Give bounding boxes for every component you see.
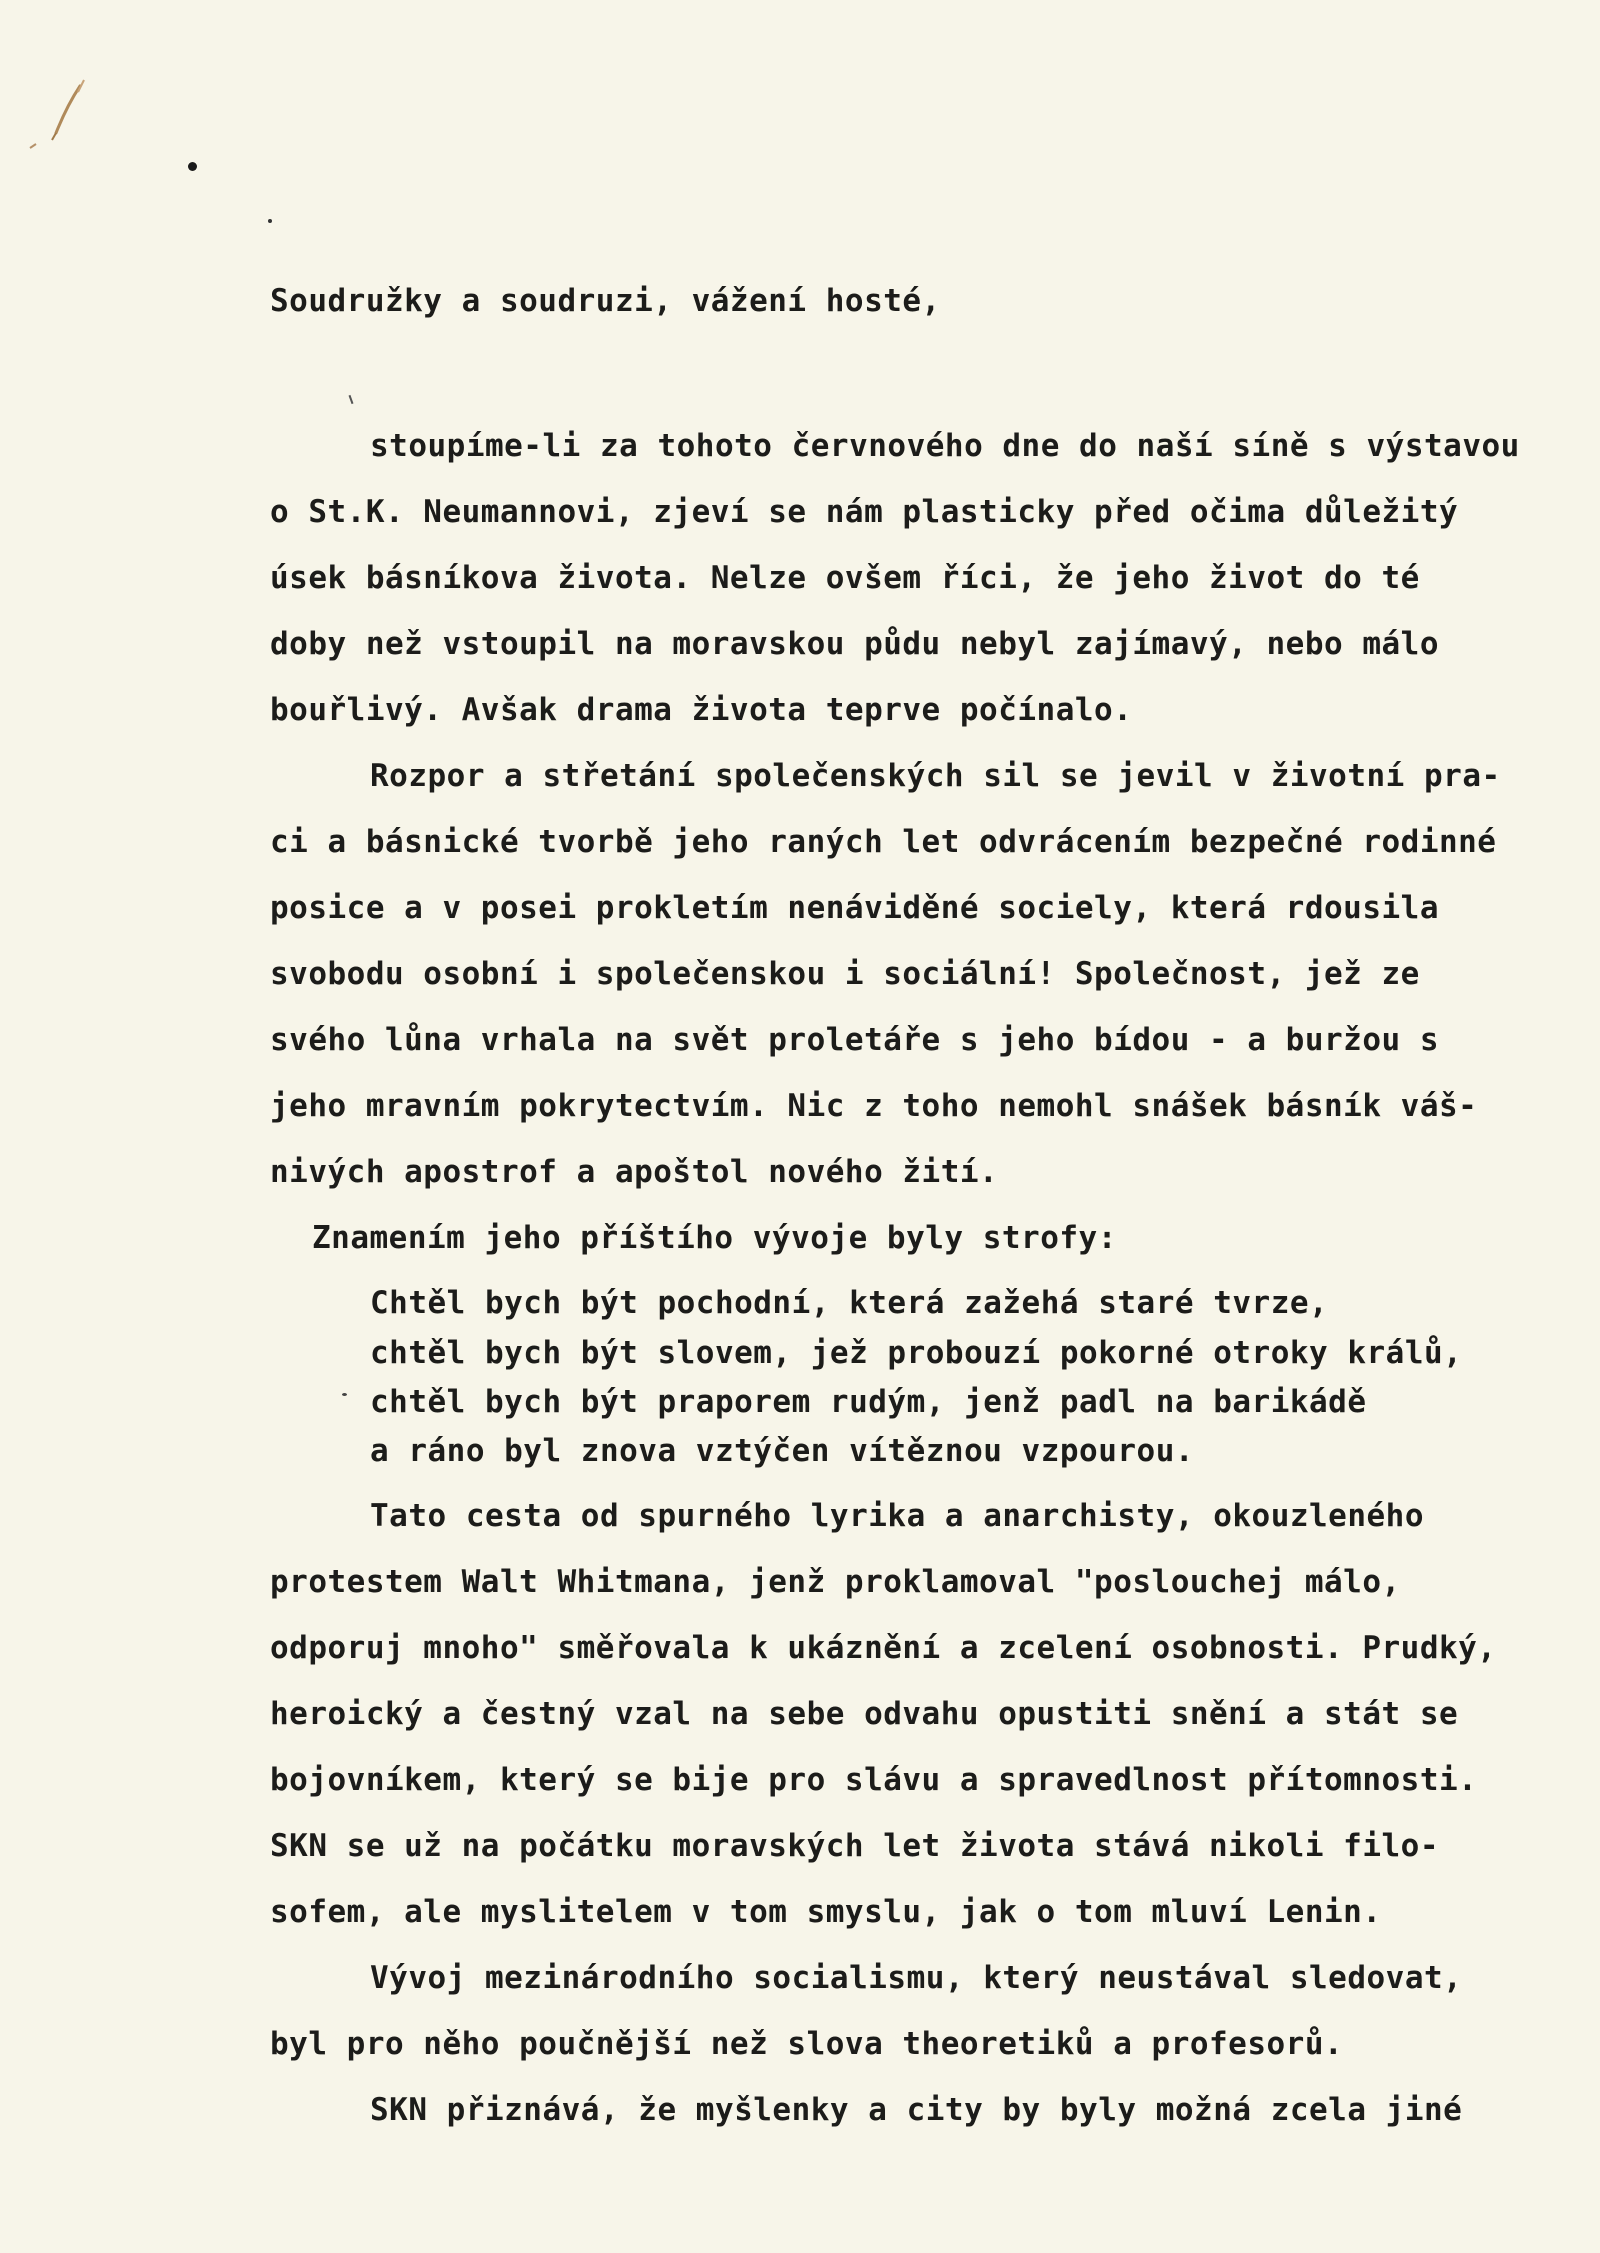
ink-dot	[188, 162, 197, 171]
verse-line: Chtěl bych být pochodní, která zažehá staré tvrze,	[370, 1285, 1329, 1321]
text-line: byl pro něho poučnější než slova theoretiků a profesorů.	[270, 2026, 1344, 2062]
text-line: svého lůna vrhala na svět proletáře s jeho bídou - a buržou s	[270, 1022, 1439, 1058]
text-line: Vývoj mezinárodního socialismu, který neustával sledovat,	[370, 1960, 1463, 1996]
text-line: Tato cesta od spurného lyrika a anarchisty, okouzleného	[370, 1498, 1424, 1534]
verse-line: chtěl bych být slovem, jež probouzí pokorné otroky králů,	[370, 1335, 1463, 1371]
text-line: Znamením jeho příštího vývoje byly strofy:	[312, 1220, 1117, 1256]
text-line: bojovníkem, který se bije pro slávu a spravedlnost přítomnosti.	[270, 1762, 1478, 1798]
text-line: svobodu osobní i společenskou i sociální! Společnost, jež ze	[270, 956, 1420, 992]
text-line: SKN se už na počátku moravských let života stává nikoli filo-	[270, 1828, 1439, 1864]
ink-dot	[268, 219, 272, 223]
text-line: posice a v posei prokletím nenáviděné sociely, která rdousila	[270, 890, 1439, 926]
text-line: sofem, ale myslitelem v tom smyslu, jak o tom mluví Lenin.	[270, 1894, 1382, 1930]
text-line: heroický a čestný vzal na sebe odvahu opustiti snění a stát se	[270, 1696, 1459, 1732]
text-line: jeho mravním pokrytectvím. Nic z toho nemohl snášek básník váš-	[270, 1088, 1478, 1124]
text-line: nivých apostrof a apoštol nového žití.	[270, 1154, 999, 1190]
text-line: odporuj mnoho" směřovala k ukáznění a zcelení osobnosti. Prudký,	[270, 1630, 1497, 1666]
text-line: doby než vstoupil na moravskou půdu nebyl zajímavý, nebo málo	[270, 626, 1439, 662]
text-line: Rozpor a střetání společenských sil se jevil v životní pra-	[370, 758, 1501, 794]
verse-line: a ráno byl znova vztýčen vítěznou vzpourou.	[370, 1433, 1195, 1469]
text-line: stoupíme-li za tohoto červnového dne do naší síně s výstavou	[370, 428, 1520, 464]
ink-mark	[342, 1393, 347, 1396]
text-line: úsek básníkova života. Nelze ovšem říci, že jeho život do té	[270, 560, 1420, 596]
text-line: ci a básnické tvorbě jeho raných let odvrácením bezpečné rodinné	[270, 824, 1497, 860]
text-line: SKN přiznává, že myšlenky a city by byly možná zcela jiné	[370, 2092, 1463, 2128]
ink-mark	[349, 395, 354, 404]
salutation: Soudružky a soudruzi, vážení hosté,	[270, 283, 941, 319]
verse-line: chtěl bych být praporem rudým, jenž padl na barikádě	[370, 1384, 1367, 1420]
text-line: bouřlivý. Avšak drama života teprve počínalo.	[270, 692, 1133, 728]
text-line: o St.K. Neumannovi, zjeví se nám plasticky před očima důležitý	[270, 494, 1459, 530]
pencil-mark	[22, 78, 92, 158]
text-line: protestem Walt Whitmana, jenž proklamoval "poslouchej málo,	[270, 1564, 1401, 1600]
